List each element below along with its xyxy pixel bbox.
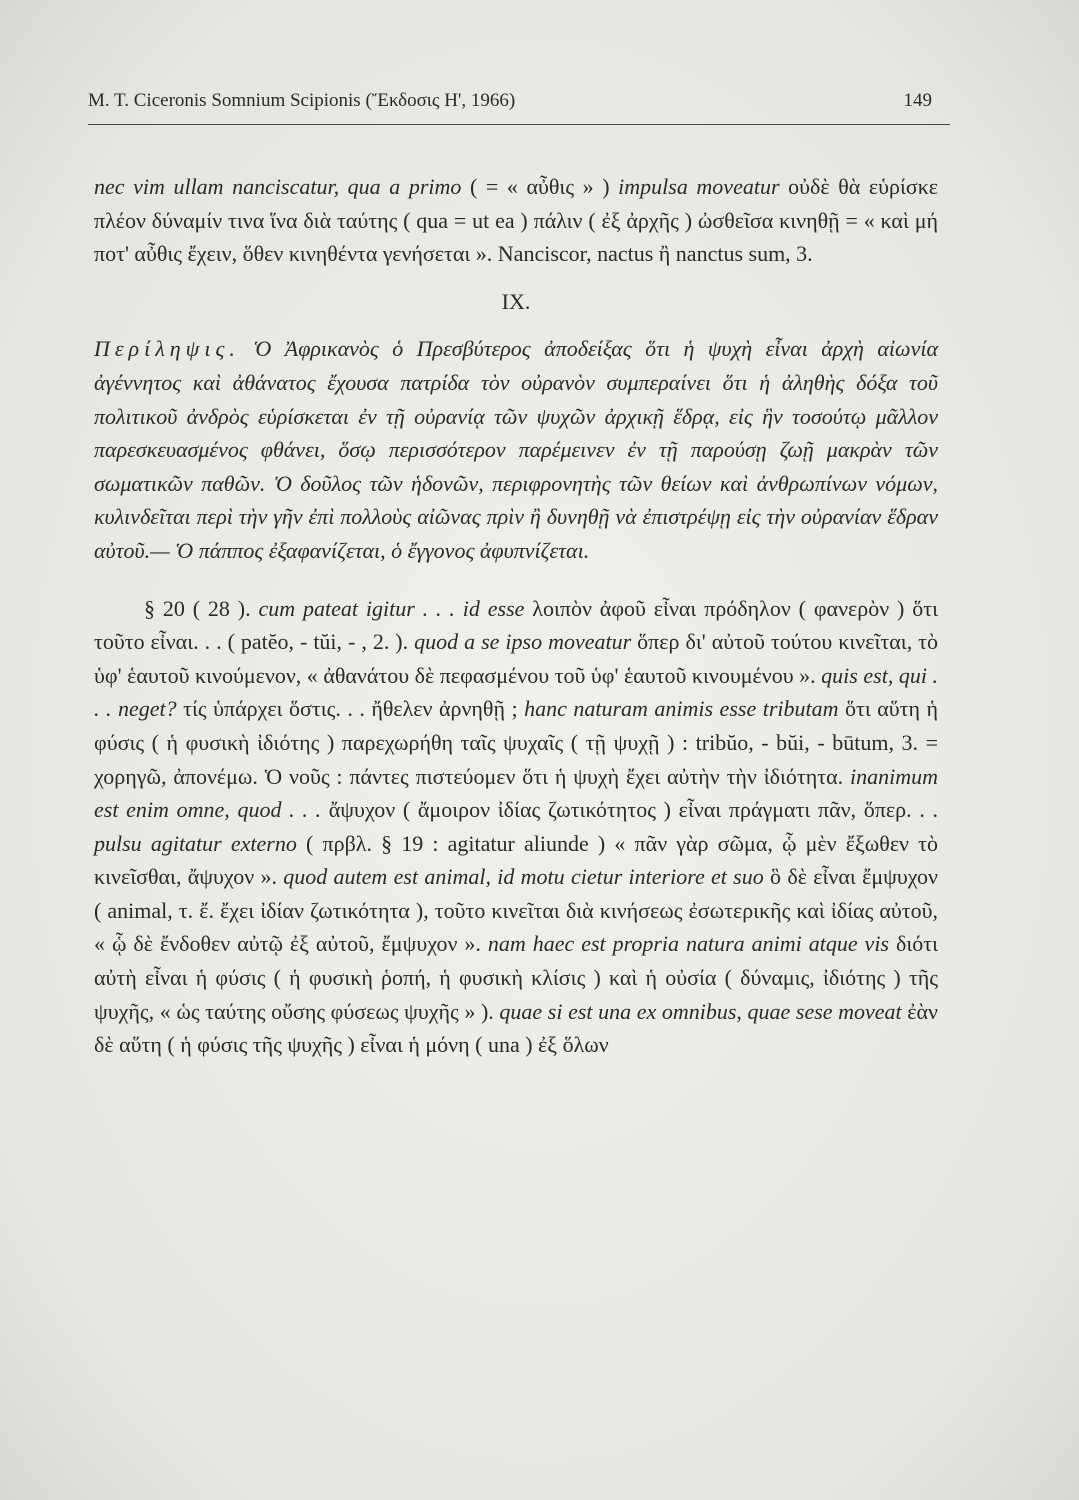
greek-commentary: οὐδὲ θὰ εὑρίσκε πλέον δύναμίν τινα ἵνα διὰ ταύτης ( qua = ut ea ) πάλιν ( ἐξ ἀρχῆς ) ὠσθεῖσα κινηθῇ = « καὶ μή ποτ' αὖθις ἔχειν, ὅθεν κινηθέντα γενήσεται ». Nanciscor, nactus ἢ nanctus sum, 3. — [94, 174, 939, 267]
page-number: 149 — [903, 90, 932, 111]
greek-commentary: διότι αὐτὴ εἶναι ἡ φύσις ( ἡ φυσικὴ ῥοπή, ἡ φυσικὴ κλίσις ) καὶ ἡ οὐσία ( δύναμις, ἰδιότης ) τῆς ψυχῆς, « ὡς ταύτης οὔσης φύσεως ψυχῆς » ). — [94, 931, 939, 1024]
latin-lemma: quis est, qui . . . neget? — [94, 662, 938, 722]
spacer — [94, 568, 938, 592]
latin-lemma: pulsu agitatur externo — [94, 830, 297, 856]
commentary-paragraph — [94, 592, 938, 1062]
summary-label: Περίληψις. — [94, 336, 240, 362]
greek-commentary: ὅπερ δι' αὐτοῦ τούτου κινεῖται, τὸ ὑφ' ἑαυτοῦ κινούμενον, « ἀθανάτου δὲ πεφασμένου τοῦ ὑφ' ἑαυτοῦ κινουμένου ». — [94, 629, 939, 688]
section-reference: § 20 ( 28 ). — [144, 595, 251, 621]
greek-commentary: ὅτι αὕτη ἡ φύσις ( ἡ φυσικὴ ἰδιότης ) παρεχωρήθη ταῖς ψυχαῖς ( τῇ ψυχῇ ) : tribŭo, - bŭi, - būtum, 3. = χορηγῶ, ἀπονέμω. Ὁ νοῦς : πάντες πιστεύομεν ὅτι ἡ ψυχὴ ἔχει αὐτὴν τὴν ἰδιότητα. — [94, 696, 939, 789]
section-heading: IX. — [501, 288, 531, 314]
paragraph-lemma-continuation — [94, 170, 938, 271]
latin-lemma: quae si est una ex omnibus, quae sese moveat — [499, 998, 902, 1024]
latin-lemma: nam haec est propria natura animi atque vis — [487, 931, 889, 957]
latin-lemma: impulsa moveatur — [618, 174, 780, 199]
header-rule — [88, 124, 950, 125]
latin-lemma: hanc naturam animis esse tributam — [524, 696, 839, 722]
latin-lemma: inanimum est enim omne, quod . . . — [94, 763, 939, 823]
page-body — [94, 170, 938, 1062]
latin-lemma: nec vim ullam nanciscatur, qua a primo — [94, 174, 462, 199]
latin-lemma: quod autem est animal, id motu cietur interiore et suo — [283, 864, 764, 890]
gloss: ( = « αὖθις » ) — [470, 174, 610, 199]
greek-commentary: τίς ὑπάρχει ὅστις. . . ἤθελεν ἀρνηθῇ ; — [183, 696, 518, 722]
latin-lemma: cum pateat igitur . . . id esse — [258, 595, 525, 621]
summary-text: Ὁ Ἀφρικανὸς ὁ Πρεσβύτερος ἀποδείξας ὅτι ἡ ψυχὴ εἶναι ἀρχὴ αἰωνία ἀγέννητος καὶ ἀθάνατος ἔχουσα πατρίδα τὸν οὐρανὸν συμπεραίνει ὅτι ἡ ἀληθὴς δόξα τοῦ πολιτικοῦ ἀνδρὸς εὑρίσκεται ἐν τῇ οὐρανίᾳ τῶν ψυχῶν ἀρχικῇ ἕδρᾳ, εἰς ἣν τοσούτῳ μᾶλλον παρεσκευασμένος φθάνει, ὅσῳ περισσότερον παρέμεινεν ἐν τῇ παρούσῃ ζωῇ μακρὰν τῶν σωματικῶν παθῶν. Ὁ δοῦλος τῶν ἡδονῶν, περιφρονητὴς τῶν θείων καὶ ἀνθρωπίνων νόμων, κυλινδεῖται περὶ τὴν γῆν ἐπὶ πολλοὺς αἰῶνας πρὶν ἢ δυνηθῇ νὰ ἐπιστρέψῃ εἰς τὴν οὐρανίαν ἕδραν αὐτοῦ.— Ὁ πάππος ἐξαφανίζεται, ὁ ἔγγονος ἀφυπνίζεται. — [94, 336, 938, 563]
header-title: M. T. Ciceronis Somnium Scipionis (Ἔκδοσις Η', 1966) — [88, 90, 516, 111]
greek-commentary: λοιπὸν ἀφοῦ εἶναι πρόδηλον ( φανερὸν ) ὅτι τοῦτο εἶναι. . . ( patĕo, - tŭi, - , 2. ). — [94, 595, 939, 655]
latin-lemma: quod a se ipso moveatur — [414, 629, 632, 655]
summary-paragraph — [94, 332, 938, 567]
greek-commentary: ἐὰν δὲ αὕτη ( ἡ φύσις τῆς ψυχῆς ) εἶναι ἡ μόνη ( una ) ἐξ ὅλων — [94, 998, 938, 1058]
greek-commentary: ( πρβλ. § 19 : agitatur aliunde ) « πᾶν γὰρ σῶμα, ᾧ μὲν ἔξωθεν τὸ κινεῖσθαι, ἄψυχον ». — [94, 830, 938, 890]
greek-commentary: ὃ δὲ εἶναι ἔμψυχον ( animal, τ. ἔ. ἔχει ἰδίαν ζωτικότητα ), τοῦτο κινεῖται διὰ κινήσεως ἐσωτερικῆς καὶ ἰδίας αὐτοῦ, « ᾧ δὲ ἔνδοθεν αὐτῷ ἐξ αὐτοῦ, ἔμψυχον ». — [94, 864, 939, 957]
greek-commentary: ἄψυχον ( ἄμοιρον ἰδίας ζωτικότητος ) εἶναι πράγματι πᾶν, ὅπερ. . . — [328, 797, 939, 823]
